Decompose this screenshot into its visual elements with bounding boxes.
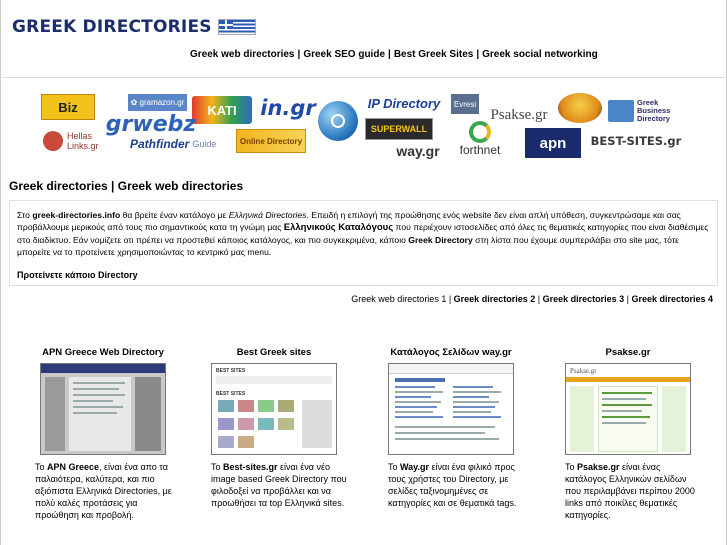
logo-grwebz[interactable]: grwebz bbox=[105, 111, 197, 137]
logo-hellas-links[interactable]: Hellas Links.gr bbox=[43, 128, 121, 154]
card-description: Το APN Greece, είναι ένα απο τα παλαιότερα, καλύτερα, και πιο αξιόπιστα Ελληνικά Directories, με πολύ καλές προτάσεις για προώθηση και προβολή. bbox=[35, 462, 172, 520]
pagination: Greek web directories 1 | Greek directories 2 | Greek directories 3 | Greek directories 4 bbox=[351, 294, 713, 304]
card-title[interactable]: APN Greece Web Directory bbox=[42, 347, 164, 358]
psakse-screenshot-thumbnail[interactable]: Psakse.gr bbox=[565, 363, 691, 455]
forthnet-swirl-icon bbox=[469, 121, 491, 143]
logo-biz[interactable]: Biz bbox=[41, 94, 95, 120]
section-title: Greek directories | Greek web directories bbox=[9, 179, 244, 193]
logo-best-sites[interactable]: BEST-SITES.gr bbox=[590, 134, 682, 148]
logo-greek-business-directory[interactable]: Greek Business Directory bbox=[608, 98, 682, 124]
nav-best-greek-sites[interactable]: Best Greek Sites bbox=[393, 49, 474, 60]
card-description: Το Psakse.gr είναι ένας κατάλογος Ελληνικών σελίδων που περιλαμβάνει περίπου 2000 links από ποικίλες θεματικές κατηγορίες. bbox=[565, 462, 695, 520]
logo-psakse[interactable]: Psakse.gr bbox=[490, 106, 548, 123]
apn-screenshot-thumbnail[interactable] bbox=[40, 363, 166, 455]
logo-psakse-mascot-icon[interactable] bbox=[558, 93, 602, 123]
directory-card bbox=[199, 347, 349, 509]
card-description: Το Best-sites.gr είναι ένα νέο image based Greek Directory που φιλοδοξεί να προβάλλει και να προωθήσει τα top Ελληνικά sites. bbox=[211, 462, 347, 508]
intro-site-name: greek-directories.info bbox=[32, 210, 121, 220]
logo-forthnet[interactable]: forthnet bbox=[444, 120, 516, 158]
top-navigation: Greek web directories | Greek SEO guide | Best Greek Sites | Greek social networking bbox=[190, 49, 598, 60]
intro-box bbox=[9, 200, 718, 286]
logo-kati[interactable]: ΚΑΤΙ bbox=[192, 96, 252, 124]
card-description: Το Way.gr είναι ένα φιλικό προς τους χρήστες του Directory, με σελίδες ταξινομημένες σε κατηγορίες και σε θεματικά tags. bbox=[388, 462, 517, 508]
greek-flag-icon bbox=[218, 19, 256, 35]
logo-in-gr[interactable]: in.gr bbox=[260, 96, 316, 120]
hellas-people-icon bbox=[43, 131, 63, 151]
page-link-1[interactable]: Greek web directories 1 bbox=[351, 294, 447, 304]
page-link-4[interactable]: Greek directories 4 bbox=[631, 294, 713, 304]
gbd-mark-icon bbox=[608, 100, 634, 122]
logo-superwall[interactable]: SUPERWALL bbox=[365, 118, 433, 140]
logo-text: GREEK DIRECTORIES bbox=[12, 17, 212, 37]
header-divider bbox=[0, 77, 727, 78]
suggest-directory-link[interactable]: Προτείνετε κάποιο Directory bbox=[17, 270, 138, 280]
page-link-3[interactable]: Greek directories 3 bbox=[542, 294, 625, 304]
page-link-2[interactable]: Greek directories 2 bbox=[453, 294, 536, 304]
card-title[interactable]: Psakse.gr bbox=[605, 347, 651, 358]
logo-gramazon[interactable]: ✿ gramazon.gr bbox=[128, 94, 187, 111]
logo-way-gr[interactable]: way.gr bbox=[396, 143, 440, 159]
logo-ip-directory[interactable]: IP Directory bbox=[367, 95, 441, 111]
way-gr-screenshot-thumbnail[interactable] bbox=[388, 363, 514, 455]
best-sites-screenshot-thumbnail[interactable]: BEST SITES BEST SITES bbox=[211, 363, 337, 455]
site-logo[interactable] bbox=[12, 14, 256, 40]
search-globe-icon bbox=[331, 114, 345, 128]
logo-evresi[interactable]: Evresi bbox=[451, 94, 479, 114]
logo-online-directory[interactable]: Online Directory bbox=[236, 129, 306, 153]
card-title[interactable]: Best Greek sites bbox=[236, 347, 312, 358]
nav-greek-social-networking[interactable]: Greek social networking bbox=[482, 49, 598, 60]
nav-greek-web-directories[interactable]: Greek web directories bbox=[190, 49, 295, 60]
logo-search-globe[interactable] bbox=[318, 101, 358, 141]
logo-apn[interactable]: apn bbox=[525, 128, 581, 158]
directory-card bbox=[28, 347, 178, 521]
logo-pathfinder[interactable]: Pathfinder Guide bbox=[130, 137, 217, 151]
directory-card bbox=[553, 347, 703, 521]
nav-greek-seo-guide[interactable]: Greek SEO guide bbox=[303, 49, 386, 60]
card-title[interactable]: Κατάλογος Σελίδων way.gr bbox=[390, 347, 512, 358]
directory-card bbox=[376, 347, 526, 509]
intro-paragraph: Στο greek-directories.info θα βρείτε έναν κατάλογο με Ελληνικά Directories. Επειδή η επιλογή της προώθησης ενός website δεν είναι απλή υπόθεση, συγκεντρώσαμε και σας προβάλλουμε μερικούς από τους πιο σημαντικούς κατα τη γνώμη μας Ελληνικούς Καταλόγους που περιέχουν ιστοσελίδες από όλες τις θεματικές κατηγορίες που είναι διαθέσιμες στο διαδίκτυο. Εάν νομίζετε οτι πρέπει να προστεθεί κάποιος κατάλογος, και πιο συγκεκριμένα, κάποιο Greek Directory στη λίστα που έχουμε συμπεριλάβει στο site μας, τότε μπορείτε να το προτείνετε χρησιμοποιώντας το κεντρικό μας menu. bbox=[17, 210, 709, 257]
